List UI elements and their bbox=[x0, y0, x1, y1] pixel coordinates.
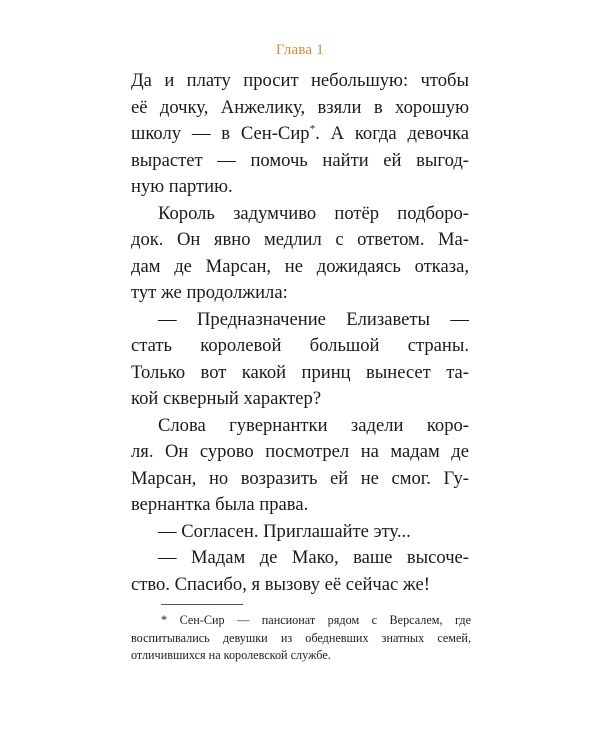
paragraph-4 bbox=[131, 413, 469, 519]
paragraph-1 bbox=[131, 68, 469, 201]
footnote bbox=[131, 612, 471, 665]
text-line: Слова гувернантки задели коро- bbox=[158, 414, 469, 436]
text-line: тут же продолжила: bbox=[131, 282, 288, 303]
text-line: ля. Он сурово посмотрел на мадам де bbox=[131, 441, 469, 462]
paragraph-2 bbox=[131, 201, 469, 307]
text-line: Да и плату просит небольшую: чтобы bbox=[131, 70, 469, 91]
footnote-marker: * bbox=[309, 122, 316, 135]
text-line: вернантка была права. bbox=[131, 494, 309, 515]
footnote-line: воспитывались девушки из обедневших знатных семей, bbox=[131, 630, 471, 645]
body-text bbox=[131, 68, 469, 598]
text-line: кой скверный характер? bbox=[131, 388, 322, 409]
text-line-with-footnote bbox=[131, 121, 469, 148]
text-line: дам де Марсан, не дожидаясь отказа, bbox=[131, 255, 469, 277]
text-line: стать королевой большой страны. bbox=[131, 335, 469, 356]
footnote-line: отличившихся на королевской службе. bbox=[131, 648, 331, 662]
text-line: Король задумчиво потёр подборо- bbox=[158, 202, 469, 224]
paragraph-3 bbox=[131, 307, 469, 413]
text-line: — Мадам де Мако, ваше высоче- bbox=[158, 547, 469, 568]
paragraph-6 bbox=[131, 545, 469, 598]
footnote-divider bbox=[161, 604, 243, 605]
text-line: вырастет — помочь найти ей выгод- bbox=[131, 149, 469, 171]
text-line: Только вот какой принц вынесет та- bbox=[131, 361, 469, 383]
text-line: — Согласен. Приглашайте эту... bbox=[158, 520, 411, 542]
text-line: ную партию. bbox=[131, 176, 233, 197]
running-head: Глава 1 bbox=[276, 42, 324, 58]
text-line: Марсан, но возразить ей не смог. Гу- bbox=[131, 467, 469, 489]
text-fragment: школу — в Сен-Сир bbox=[131, 123, 310, 144]
text-line: — Предназначение Елизаветы — bbox=[158, 308, 469, 330]
text-line: её дочку, Анжелику, взяли в хорошую bbox=[131, 96, 469, 118]
text-line: ство. Спасибо, я вызову её сейчас же! bbox=[131, 573, 430, 595]
paragraph-5 bbox=[131, 519, 469, 546]
footnote-line: * Сен-Сир — пансионат рядом с Версалем, где bbox=[161, 613, 471, 627]
text-fragment: . А когда девочка bbox=[315, 123, 470, 144]
text-line: док. Он явно медлил с ответом. Ма- bbox=[131, 229, 469, 250]
